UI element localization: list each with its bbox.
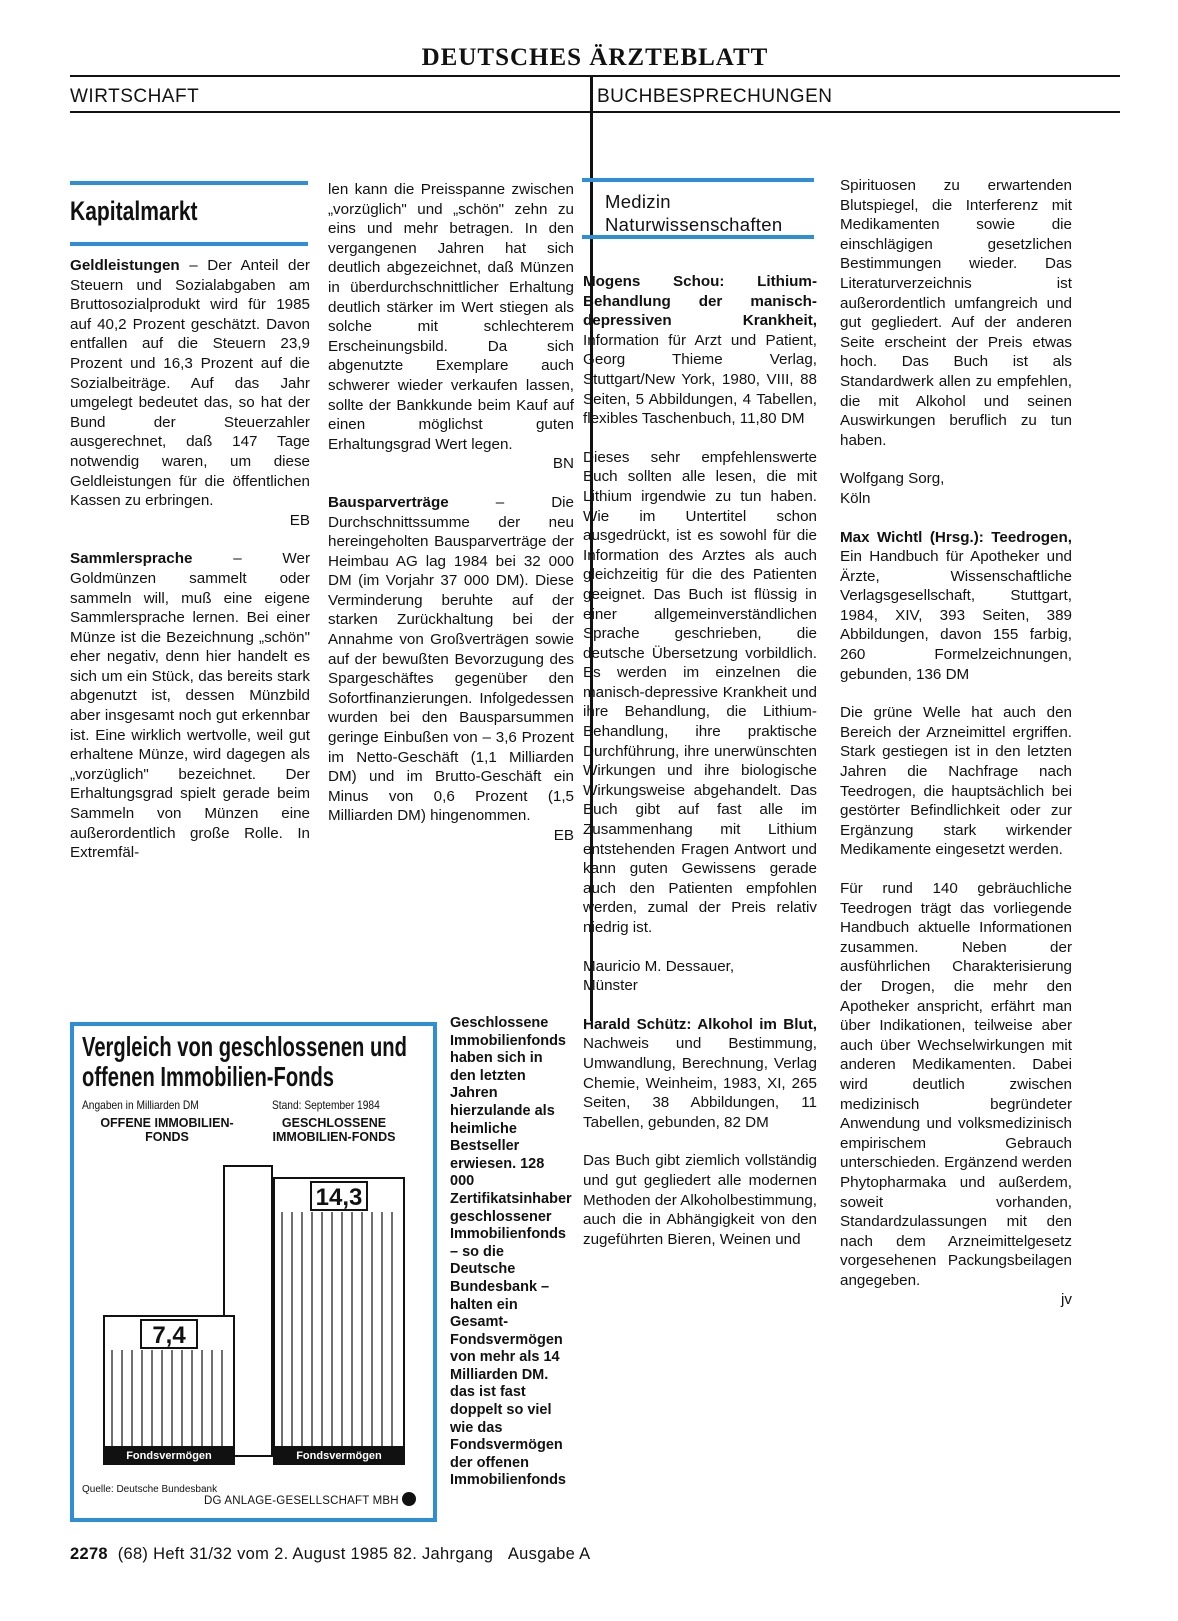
review-alkohol-biblio [583, 1015, 817, 1133]
review-heading: Harald Schütz: Alkohol im Blut, [583, 1015, 817, 1033]
article-text: – Wer Goldmünzen sammelt oder sammeln will, muß eine eigene Sammlersprache lernen. Bei einer Münze ist die Bezeichnung „schön" eher negativ, denn hier handelt es sich um ein Stück, das bereits stark abgenutzt ist, dessen Münzbild aber insgesamt noch gut erkennbar ist. Eine wirklich wertvolle, weil gut erhaltene Münze, wird dagegen als „vorzüglich" bezeichnet. Der Erhaltungsgrad spielt gerade beim Sammeln von Münzen eine außerordentlich große Rolle. In Extremfäl- [70, 550, 310, 862]
issue-info: (68) Heft 31/32 vom 2. August 1985 82. Jahrgang [117, 1545, 494, 1563]
review-biblio: Information für Arzt und Patient, Georg Thieme Verlag, Stuttgart/New York, 1980, VIII, 88 Seiten, 5 Abbildungen, 4 Tabellen, flexibles Taschenbuch, 11,80 DM [583, 331, 817, 428]
rubrik-label [605, 190, 782, 236]
review-alkohol-text-b: Spirituosen zu erwartenden Blutspiegel, die Interferenz mit Medikamenten sowie die einschlägigen gesetzlichen Bestimmungen wieder. Das Literaturverzeichnis ist außerordentlich umfangreich und gut gegliedert. Auf der anderen Seite erscheint der Preis etwas hoch. Das Buch ist als Standardwerk allen zu empfehlen, die mit Alkohol und seinen Auswirkungen beruflich zu tun haben. [840, 177, 1072, 449]
masthead: DEUTSCHES ÄRZTEBLATT [421, 44, 769, 71]
article-text: len kann die Preisspanne zwischen „vorzüglich" und „schön" zehn zu eins und mehr betragen. In den vergangenen Jahren hat sich deutlich abgezeichnet, daß Münzen in überdurchschnittlicher Erhaltung deutlich stärker im Wert stiegen als solche mit schlechterem Erscheinungsbild. Da sich abgenutzte Exemplare auch schwerer wieder verkaufen lassen, sollte der Bankkunde beim Kauf auf einen möglichst guten Erhaltungsgrad Wert legen. [328, 181, 574, 453]
review-heading: Max Wichtl (Hrsg.): Teedrogen, [840, 528, 1072, 546]
chart-brand [204, 1492, 416, 1507]
review-text: Für rund 140 gebräuchliche Teedrogen trägt das vorliegende Handbuch aktuelle Informationen zusammen. Neben der ausführlichen Charakterisierung der Drogen, die mehr den Apotheker anspricht, erfährt man über Indikationen, teilweise aber auch über Wechselwirkungen mit anderen Medikamenten. Dabei wird deutlich zwischen medizinisch begründeter Anwendung und volksmedizinisch empirischem Gebrauch unterschieden. Ergänzend werden Phytopharmaka und außerdem, soweit vorhanden, Standardzulassungen mit den nach dem Arzneimittelgesetz vorgesehenen Packungsbeilagen angegeben. [840, 880, 1072, 1289]
chart-bar-label: Fondsvermögen [126, 1450, 212, 1462]
article-text: – Der Anteil der Steuern und Sozialabgaben am Bruttosozialprodukt wird für 1985 auf 40,2 Prozent geschätzt. Davon entfallen auf die Steuern 23,9 Prozent und 16,3 Prozent auf die Sozialbeiträge. Auf das Jahr umgelegt bedeutet das, so hat der Bund der Steuerzahler ausgerechnet, daß 147 Tage notwendig waren, um diese Geldleistungen für die öffentlichen Kassen zu erbringen. [70, 257, 310, 510]
chart-bar-geschlossene [274, 1178, 404, 1464]
brand-logo-icon [402, 1492, 416, 1506]
author-place: Münster [583, 977, 638, 995]
review-heading: Mogens Schou: Lithium-Behandlung der manisch-depressiven Krankheit, [583, 273, 817, 330]
review-biblio: Nachweis und Bestimmung, Umwandlung, Berechnung, Verlag Chemie, Weinheim, 1983, XI, 265 Seiten, 38 Abbildungen, 11 Tabellen, gebunden, 82 DM [583, 1035, 817, 1131]
section-label-wirtschaft: WIRTSCHAFT [70, 86, 200, 107]
rubrik-bottom-bar [582, 235, 814, 239]
article-bausparvertraege [328, 493, 574, 846]
chart-value-label: 14,3 [315, 1184, 363, 1211]
kapitalmarkt-top-bar [70, 181, 308, 185]
column-kapitalmarkt-1 [70, 256, 310, 882]
review-alkohol-text-a: Das Buch gibt ziemlich vollständig und gut gegliedert alle modernen Methoden der Alkoholbestimmung, auch die in Abhängigkeit von den zugeführten Bieren, Weinen und [583, 1152, 817, 1248]
review-teedrogen-biblio [840, 528, 1072, 685]
kapitalmarkt-title: Kapitalmarkt [70, 196, 198, 226]
author-place: Köln [840, 489, 871, 507]
chart-category-geschlossene: GESCHLOSSENE IMMOBILIEN-FONDS [272, 1116, 396, 1144]
review-signature: jv [1061, 1291, 1072, 1309]
top-rule [70, 75, 1120, 77]
article-signature: EB [289, 511, 310, 529]
rubrik-top-bar [582, 178, 814, 182]
chart-immobilien-fonds [70, 1022, 437, 1522]
chart-caption: Geschlossene Immobilienfonds haben sich in den letzten Jahren hierzulande als heimliche Bestseller erwiesen. 128 000 Zertifikatsinhaber geschlossener Immobilienfonds – so die Deutsche Bundesbank – halten ein Gesamt-Fondsvermögen von mehr als 14 Milliarden DM. das ist fast doppelt so viel wie das Fondsvermögen der offenen Immobilienfonds [450, 1015, 572, 1489]
page-number: 2278 [70, 1545, 108, 1563]
article-signature: EB [553, 827, 574, 844]
column-reviews-1 [583, 272, 817, 1268]
review-biblio: Ein Handbuch für Apotheker und Ärzte, Wissenschaftliche Verlagsgesellschaft, Stuttgart, 1984, XIV, 393 Seiten, 389 Abbildungen, davon 155 farbig, 260 Formelzeichnungen, gebunden, 136 DM [840, 548, 1072, 683]
section-label-buchbesprechungen: BUCHBESPRECHUNGEN [597, 86, 833, 107]
article-text: – Die Durchschnittssumme der neu hereingeholten Bausparverträge der Heimbau AG lag 1984 bei 32 000 DM (im Vorjahr 37 000 DM). Diese Verminderung beruhte auf der starken Zurückhaltung bei der Annahme von Großverträgen sowie auf der bewußten Bevorzugung des Spargeschäftes gegenüber den Sofortfinanzierungen. Infolgedessen wurden bei den Bausparsummen geringe Einbußen von – 3,6 Prozent im Netto-Geschäft (1,1 Milliarden DM) und im Brutto-Geschäft ein Minus von 0,6 Prozent (1,5 Milliarden DM) hingenommen. [328, 493, 574, 825]
edition: Ausgabe A [507, 1545, 591, 1563]
column-reviews-2 [840, 176, 1072, 1329]
chart-source: Quelle: Deutsche Bundesbank [82, 1484, 218, 1495]
rubrik-line: Naturwissenschaften [605, 214, 783, 235]
chart-value-label: 7,4 [152, 1322, 186, 1349]
article-sammlersprache [70, 549, 310, 863]
author-name: Wolfgang Sorg, [840, 470, 945, 488]
article-heading: Sammlersprache [70, 550, 193, 568]
chart-title: Vergleich von geschlossenen und offenen Immobilien-Fonds [82, 1031, 407, 1092]
chart-plot [74, 1146, 433, 1476]
review-teedrogen-text-1: Die grüne Welle hat auch den Bereich der Arzneimittel ergriffen. Stark gestiegen ist in den letzten Jahren die Nachfrage nach Teedrogen, die hauptsächlich bei gestörter Befindlichkeit oder zur Ergänzung stark wirkender Medikamente eingesetzt werden. [840, 704, 1072, 859]
column-kapitalmarkt-2 [328, 180, 574, 865]
review-lithium-author [583, 957, 817, 996]
page-footer [70, 1545, 590, 1564]
section-rule-left [70, 111, 590, 113]
article-geldleistungen [70, 256, 310, 530]
article-signature: BN [552, 455, 574, 473]
article-sammlersprache-cont [328, 180, 574, 474]
chart-unit-note: Angaben in Milliarden DM [82, 1098, 199, 1112]
article-heading: Bausparverträge [328, 493, 449, 511]
review-teedrogen-text-2 [840, 879, 1072, 1310]
review-lithium-biblio [583, 272, 817, 429]
article-heading: Geldleistungen [70, 257, 180, 274]
review-alkohol-author [840, 469, 1072, 508]
rubrik-line: Medizin [605, 191, 671, 212]
kapitalmarkt-bottom-bar [70, 242, 308, 246]
review-lithium-text: Dieses sehr empfehlenswerte Buch sollten alle lesen, die mit Lithium irgendwie zu tun haben. Wie im Untertitel schon ausgedrückt, ist es sowohl für die Information des Arztes als auch gleichzeitig für die des Patienten geeignet. Das Buch ist flüssig in einer allgemeinverständlichen Sprache geschrieben, die deutsche Übersetzung vorbildlich. Es werden im einzelnen die manisch-depressive Krankheit und ihre Behandlung, die Lithium-Behandlung, ihre praktische Durchführung, ihre unerwünschten Wirkungen und ihre biologische Wirkungsweise abgehandelt. Das Buch gibt auf fast alle im Zusammenhang mit Lithium entstehenden Fragen Antwort und kann guten Gewissens gerade auch den Patienten empfohlen werden, zumal der Preis relativ niedrig ist. [583, 448, 817, 936]
chart-category-offene: OFFENE IMMOBILIEN-FONDS [100, 1116, 234, 1144]
chart-date-note: Stand: September 1984 [272, 1098, 380, 1112]
section-rule-right [593, 111, 1120, 113]
brand-text: DG ANLAGE-GESELLSCHAFT MBH [204, 1495, 399, 1507]
author-name: Mauricio M. Dessauer, [583, 957, 735, 975]
chart-bar-label: Fondsvermögen [296, 1450, 382, 1462]
